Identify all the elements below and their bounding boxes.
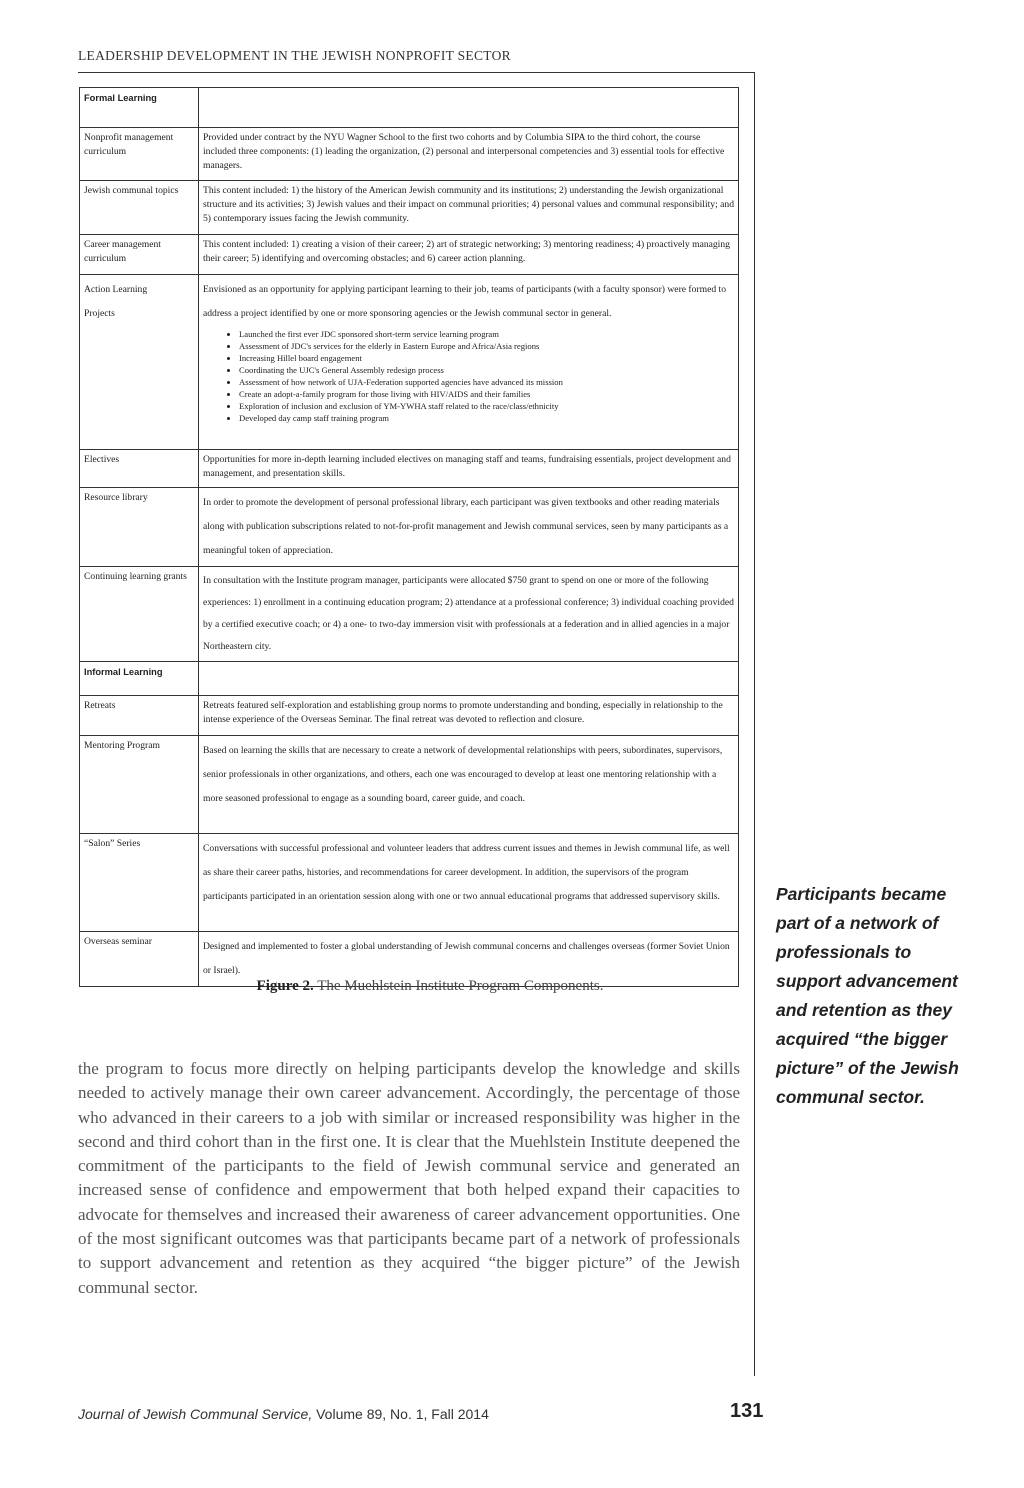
table-row <box>80 696 739 736</box>
table-row <box>80 736 739 834</box>
table-cell <box>199 88 739 128</box>
table-row <box>80 488 739 567</box>
row-description: Provided under contract by the NYU Wagner School to the first two cohorts and by Columbia SIPA to the third cohort, the course included three components: (1) leading the organization, (2) personal and interpersonal competencies and 3) essential tools for effective managers. <box>199 128 739 181</box>
journal-issue: Volume 89, No. 1, Fall 2014 <box>312 1406 489 1422</box>
row-description: Designed and implemented to foster a global understanding of Jewish communal concerns and challenges overseas (former Soviet Union or Israel). <box>199 932 739 987</box>
body-paragraph: the program to focus more directly on helping participants develop the knowledge and skills needed to actively manage their own career advancement. Accordingly, the percentage of those who advanced in their careers to a job with similar or increased responsibility was higher in the second and third cohort than in the first one. It is clear that the Muehlstein Institute deepened the commitment of the participants to the field of Jewish communal service and generated an increased sense of confidence and empowerment that both helped expand their capacities to advocate for themselves and increased their awareness of career advancement opportunities. One of the most significant outcomes was that participants became part of a network of professionals to support advancement and retention as they acquired “the bigger picture” of the Jewish communal sector. <box>78 1059 740 1297</box>
list-item: • Launched the first ever JDC sponsored short-term service learning program <box>239 328 734 340</box>
figure-caption-text: The Muehlstein Institute Program Components. <box>313 978 604 994</box>
table-row <box>80 88 739 128</box>
figure-label: Figure 2. <box>256 978 314 994</box>
table-cell <box>80 88 199 128</box>
informal-learning-heading: Informal Learning <box>84 667 163 677</box>
pull-quote: Participants became part of a network of professionals to support advancement and retention as they acquired “the bigger picture” of the Jewish communal sector. <box>776 884 959 1107</box>
row-description: In order to promote the development of personal professional library, each participant was given textbooks and other reading materials along with publication subscriptions related to not-for-profit management and Jewish communal services, seen by many participants as a meaningful token of appreciation. <box>199 488 739 567</box>
list-item: • Assessment of JDC's services for the elderly in Eastern Europe and Africa/Asia regions <box>239 340 734 352</box>
table-row <box>80 567 739 662</box>
table-cell <box>80 662 199 696</box>
list-item: • Assessment of how network of UJA-Federation supported agencies have advanced its mission <box>239 376 734 388</box>
program-components-table <box>79 87 739 987</box>
list-item: • Create an adopt-a-family program for those living with HIV/AIDS and their families <box>239 388 734 400</box>
row-description: Opportunities for more in-depth learning included electives on managing staff and teams, fundraising essentials, project development and management, and presentation skills. <box>199 450 739 488</box>
table-row <box>80 662 739 696</box>
table-row <box>80 128 739 181</box>
row-label: Electives <box>80 450 199 488</box>
row-description: This content included: 1) creating a vision of their career; 2) art of strategic networking; 3) mentoring readiness; 4) proactively managing their career; 5) identifying and overcoming obstacles; and 6) career action planning. <box>199 235 739 275</box>
row-label: Jewish communal topics <box>80 181 199 235</box>
row-label-line: Projects <box>84 308 115 319</box>
journal-title: Journal of Jewish Communal Service, <box>78 1406 313 1422</box>
row-label: “Salon” Series <box>80 834 199 932</box>
row-description: Conversations with successful professional and volunteer leaders that address current issues and themes in Jewish communal life, as well as share their career paths, histories, and recommendations for career development. In addition, the supervisors of the program participants participated in an orientation session along with one or two annual educational programs that addressed supervisory skills. <box>199 834 739 932</box>
row-label <box>80 275 199 450</box>
column-rule <box>754 72 755 1376</box>
row-label-line: Action Learning <box>84 284 148 295</box>
action-learning-text: Envisioned as an opportunity for applying participant learning to their job, teams of participants (with a faculty sponsor) were formed to address a project identified by one or more sponsoring agencies or the Jewish communal sector in general. <box>203 284 726 319</box>
row-label: Mentoring Program <box>80 736 199 834</box>
formal-learning-heading: Formal Learning <box>84 93 157 103</box>
row-description: Based on learning the skills that are necessary to create a network of developmental relationships with peers, subordinates, supervisors, senior professionals in other organizations, and others, each one was encouraged to develop at least one mentoring relationship with a more seasoned professional to engage as a sounding board, career guide, and coach. <box>199 736 739 834</box>
row-label: Retreats <box>80 696 199 736</box>
page-number: 131 <box>730 1400 764 1422</box>
row-label: Continuing learning grants <box>80 567 199 662</box>
header-rule <box>78 72 754 73</box>
table-row <box>80 181 739 235</box>
row-description: In consultation with the Institute program manager, participants were allocated $750 grant to spend on one or more of the following experiences: 1) enrollment in a continuing education program; 2) attendance at a professional conference; 3) individual coaching provided by a certified executive coach; or 4) a one- to two-day immersion visit with professionals at a federation and in allied agencies in a major Northeastern city. <box>199 567 739 662</box>
list-item: • Coordinating the UJC's General Assembly redesign process <box>239 364 734 376</box>
list-item: • Increasing Hillel board engagement <box>239 352 734 364</box>
row-label: Overseas seminar <box>80 932 199 987</box>
list-item: • Developed day camp staff training program <box>239 412 734 424</box>
list-item: • Exploration of inclusion and exclusion of YM-YWHA staff related to the race/class/ethnicity <box>239 400 734 412</box>
row-label: Resource library <box>80 488 199 567</box>
table-cell <box>199 662 739 696</box>
footer-citation <box>78 1406 489 1422</box>
row-description <box>199 275 739 450</box>
table-row <box>80 275 739 450</box>
table-row <box>80 235 739 275</box>
row-description: Retreats featured self-exploration and establishing group norms to promote understanding and bonding, especially in relationship to the intense experience of the Overseas Seminar. The final retreat was devoted to reflection and closure. <box>199 696 739 736</box>
running-head: LEADERSHIP DEVELOPMENT IN THE JEWISH NONPROFIT SECTOR <box>78 48 511 63</box>
row-label: Career management curriculum <box>80 235 199 275</box>
table-row <box>80 450 739 488</box>
row-description: This content included: 1) the history of the American Jewish community and its institutions; 2) understanding the Jewish organizational structure and its activities; 3) Jewish values and their impact on communal priorities; 4) personal values and communal responsibility; and 5) contemporary issues facing the Jewish community. <box>199 181 739 235</box>
table-row <box>80 834 739 932</box>
row-label: Nonprofit management curriculum <box>80 128 199 181</box>
project-list <box>203 328 734 424</box>
figure-caption <box>0 978 860 995</box>
